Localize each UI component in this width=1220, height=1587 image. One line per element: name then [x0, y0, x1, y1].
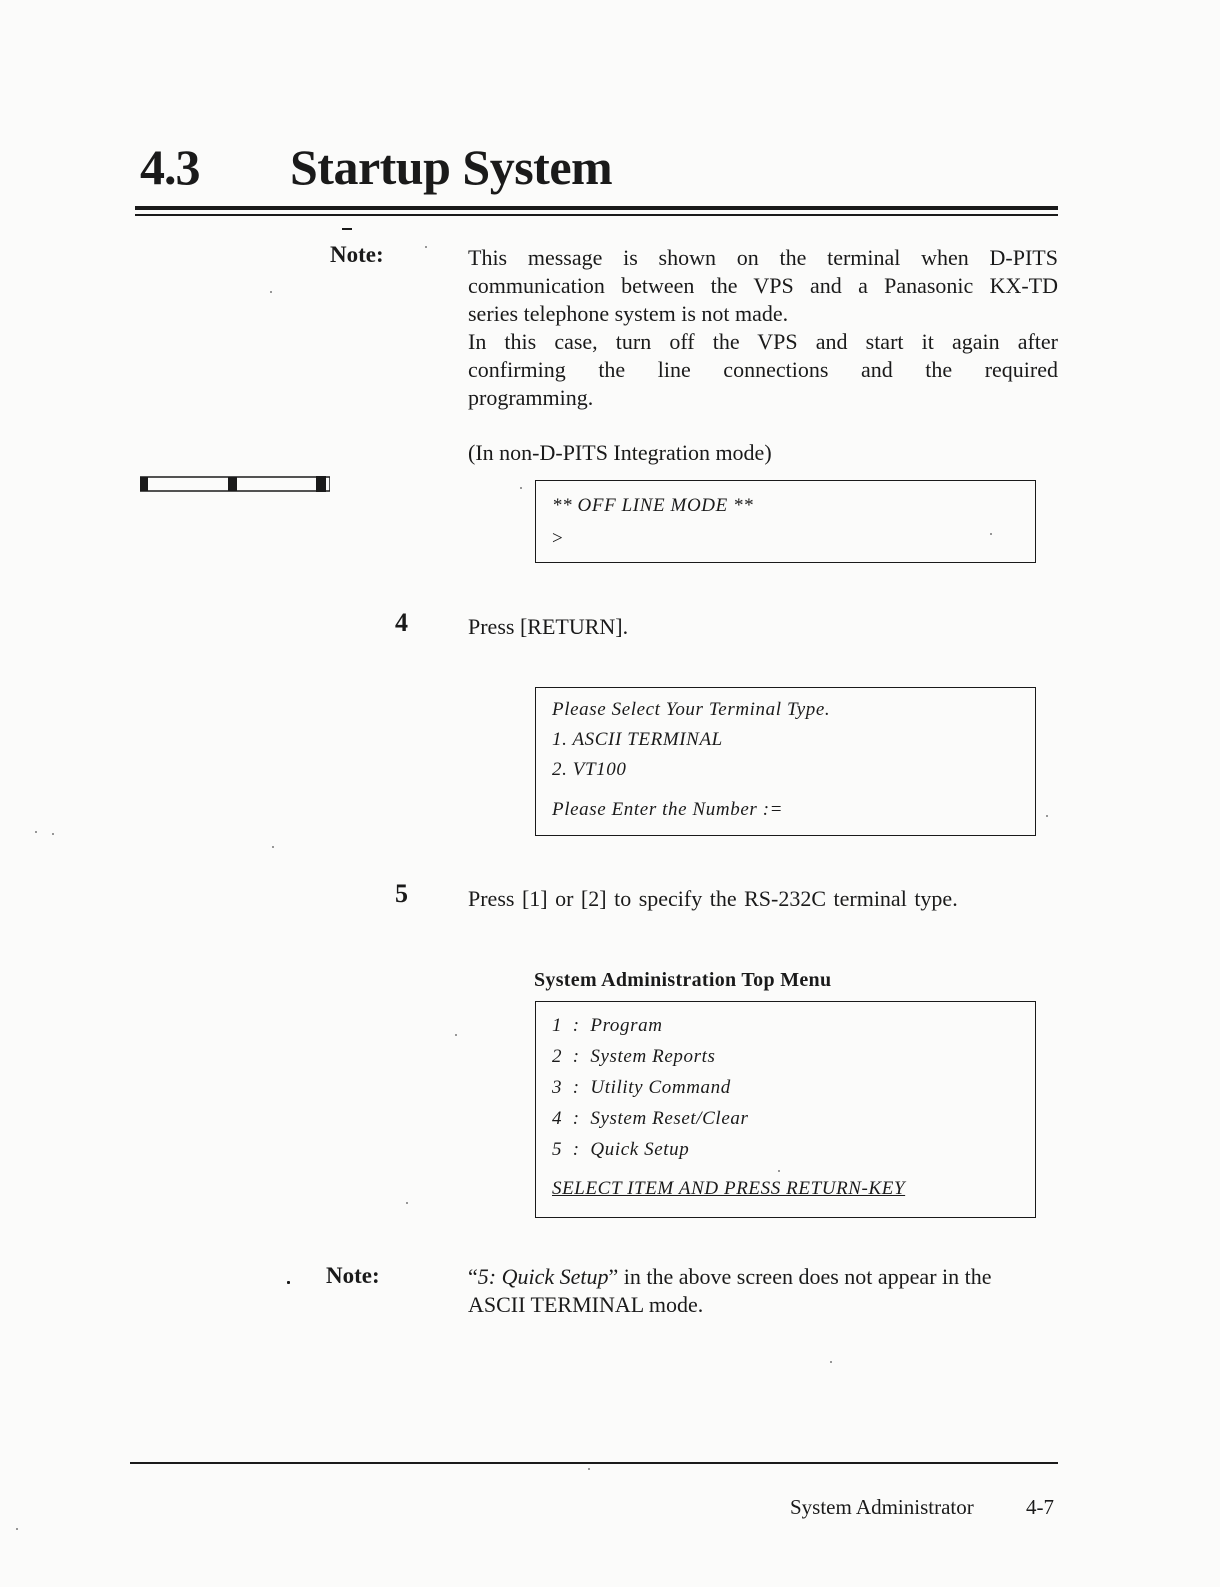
step-text: Press [RETURN].: [468, 614, 629, 639]
note-line: In this case, turn off the VPS and start it again after: [468, 329, 1058, 354]
quote-close: ”: [608, 1264, 619, 1289]
scan-speck: [425, 246, 427, 248]
quoted-menu-item: 5: Quick Setup: [477, 1264, 609, 1289]
footer-rule: [130, 1462, 1058, 1464]
scan-speck: [830, 1361, 832, 1363]
scan-speck: [272, 846, 274, 848]
menu-prompt: SELECT ITEM AND PRESS RETURN-KEY: [552, 1178, 906, 1199]
page-number: 4-7: [1026, 1495, 1054, 1519]
step-text: Press [1] or [2] to specify the RS-232C terminal type.: [468, 886, 958, 911]
note-paragraph: [468, 1263, 1068, 1319]
offline-mode-screen: [535, 480, 1036, 563]
screen-line: Please Enter the Number :=: [552, 799, 784, 820]
section-number: 4.3: [140, 139, 200, 195]
section-title: Startup System: [290, 139, 613, 195]
top-menu-screen: [535, 1001, 1036, 1218]
scan-speck: [1046, 815, 1048, 817]
scan-speck: [16, 1528, 18, 1530]
dash-mark: [342, 228, 352, 230]
screen-line: 1. ASCII TERMINAL: [552, 729, 723, 750]
screen-prompt: >: [552, 528, 564, 549]
note-line: programming.: [468, 385, 594, 410]
bullet-dot: [287, 1281, 290, 1284]
note-line: This message is shown on the terminal when D-PITS: [468, 245, 1058, 270]
step-number: 5: [395, 879, 408, 908]
note-paragraph: [468, 244, 1058, 412]
scan-speck: [990, 533, 992, 535]
note-label: Note:: [330, 242, 384, 267]
note-line: series telephone system is not made.: [468, 301, 789, 326]
scan-speck: [455, 1034, 457, 1036]
menu-item: 2 : System Reports: [552, 1046, 716, 1067]
scan-speck: [270, 291, 272, 293]
scan-speck: [52, 833, 54, 835]
footer-label: System Administrator: [790, 1495, 974, 1519]
note-line: communication between the VPS and a Panasonic KX-TD: [468, 273, 1058, 298]
note-line: confirming the line connections and the required: [468, 357, 1058, 382]
screen-line: 2. VT100: [552, 759, 627, 780]
menu-item: 3 : Utility Command: [552, 1077, 731, 1098]
step-number: 4: [395, 608, 408, 637]
scan-speck: [520, 487, 522, 489]
terminal-type-screen: [535, 687, 1036, 836]
scan-speck: [778, 1170, 780, 1172]
scan-speck: [35, 831, 37, 833]
menu-title: System Administration Top Menu: [534, 969, 832, 991]
screen-line: ** OFF LINE MODE **: [552, 495, 754, 516]
note-text: in the above screen does not appear in the: [618, 1264, 992, 1289]
screen-line: Please Select Your Terminal Type.: [552, 699, 831, 720]
mode-caption: (In non-D-PITS Integration mode): [468, 440, 772, 465]
menu-item: 1 : Program: [552, 1015, 663, 1036]
menu-item: 4 : System Reset/Clear: [552, 1108, 749, 1129]
scan-speck: [588, 1468, 590, 1470]
bar-marker-icon: [140, 476, 330, 492]
quote-open: “: [468, 1264, 478, 1289]
header-rule-thin: [135, 214, 1058, 216]
note-label: Note:: [326, 1263, 380, 1288]
scan-speck: [406, 1202, 408, 1204]
note-line: [468, 1263, 1068, 1291]
menu-item: 5 : Quick Setup: [552, 1139, 690, 1160]
header-rule-thick: [135, 206, 1058, 210]
note-line: ASCII TERMINAL mode.: [468, 1292, 704, 1317]
